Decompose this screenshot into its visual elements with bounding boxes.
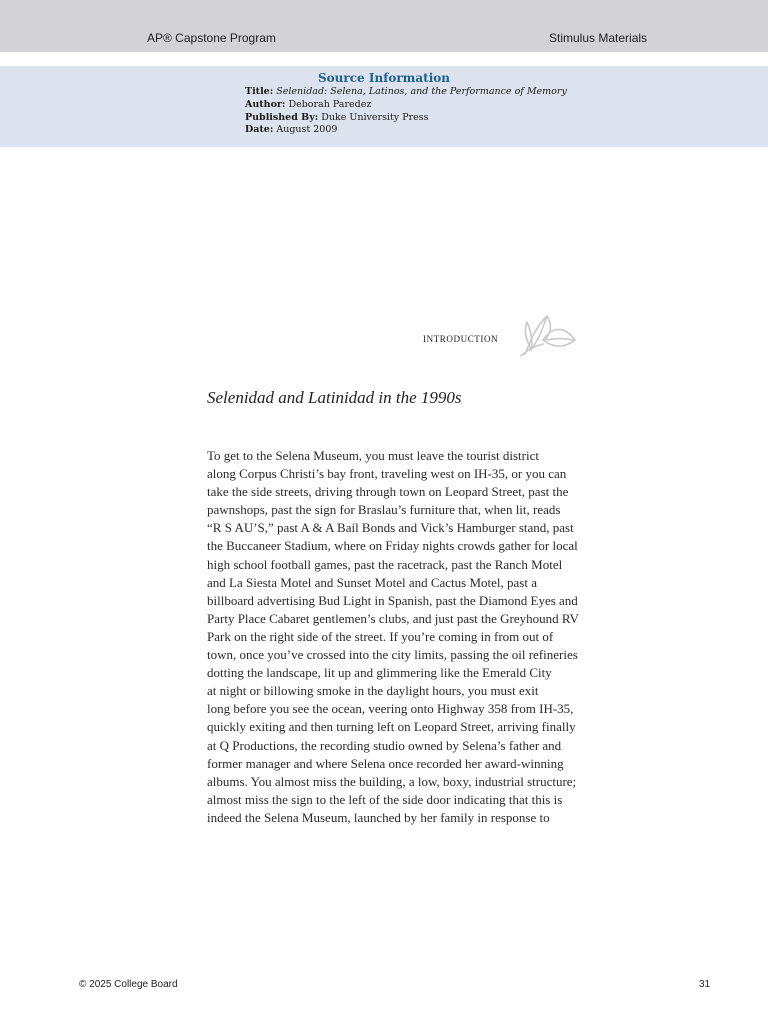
source-date-row	[245, 124, 337, 135]
title-label: Title:	[245, 86, 274, 97]
body-line: former manager and where Selena once recorded her award-winning	[207, 755, 564, 771]
author-label: Author:	[245, 99, 286, 110]
source-information-box	[0, 66, 768, 147]
body-line: long before you see the ocean, veering onto Highway 358 from IH-35,	[207, 701, 574, 717]
body-line: pawnshops, past the sign for Braslau’s furniture that, when lit, reads	[207, 502, 561, 518]
publisher-label: Published By:	[245, 112, 319, 123]
body-line: To get to the Selena Museum, you must leave the tourist district	[207, 448, 539, 463]
source-author-row	[245, 99, 371, 110]
body-line: take the side streets, driving through town on Leopard Street, past the	[207, 484, 569, 500]
body-line: dotting the landscape, lit up and glimmering like the Emerald City	[207, 665, 552, 681]
page-number: 31	[699, 979, 711, 990]
footer-copyright: © 2025 College Board	[79, 979, 178, 990]
program-name: AP® Capstone Program	[147, 31, 276, 45]
body-line: at Q Productions, the recording studio owned by Selena’s father and	[207, 737, 562, 753]
body-line: billboard advertising Bud Light in Spanish, past the Diamond Eyes and	[207, 592, 578, 608]
chapter-subtitle: Selenidad and Latinidad in the 1990s	[207, 388, 462, 407]
chapter-label: introduction	[423, 330, 499, 345]
body-line: “R S AU’S,” past A & A Bail Bonds and Vick’s Hamburger stand, past	[207, 520, 574, 536]
source-title-row	[245, 86, 567, 97]
body-line: almost miss the sign to the left of the side door indicating that this is	[207, 791, 563, 807]
author-value: Deborah Paredez	[288, 99, 372, 110]
body-line: indeed the Selena Museum, launched by her family in response to	[207, 809, 550, 825]
title-value: Selenidad: Selena, Latinos, and the Performance of Memory	[276, 86, 567, 97]
page-header-bar	[0, 0, 768, 52]
body-line: along Corpus Christi’s bay front, traveling west on IH-35, or you can	[207, 466, 567, 482]
body-line: albums. You almost miss the building, a low, boxy, industrial structure;	[207, 773, 577, 789]
body-line: quickly exiting and then turning left on Leopard Street, arriving finally	[207, 719, 576, 735]
date-value: August 2009	[276, 124, 338, 135]
source-heading: Source Information	[318, 71, 450, 85]
body-line: Park on the right side of the street. If you’re coming in from out of	[207, 628, 554, 644]
body-line: at night or billowing smoke in the daylight hours, you must exit	[207, 683, 539, 699]
date-label: Date:	[245, 124, 274, 135]
body-line: and La Siesta Motel and Sunset Motel and Cactus Motel, past a	[207, 574, 537, 590]
publisher-value: Duke University Press	[321, 112, 429, 123]
section-name: Stimulus Materials	[549, 31, 648, 45]
body-line: town, once you’ve crossed into the city limits, passing the oil refineries	[207, 647, 578, 663]
source-publisher-row	[245, 112, 429, 123]
body-paragraph	[207, 447, 580, 827]
body-line: Party Place Cabaret gentlemen’s clubs, and just past the Greyhound RV	[207, 610, 579, 626]
leaf-ornament-icon	[517, 310, 581, 358]
body-line: the Buccaneer Stadium, where on Friday nights crowds gather for local	[207, 538, 578, 554]
body-line: high school football games, past the racetrack, past the Ranch Motel	[207, 556, 563, 572]
